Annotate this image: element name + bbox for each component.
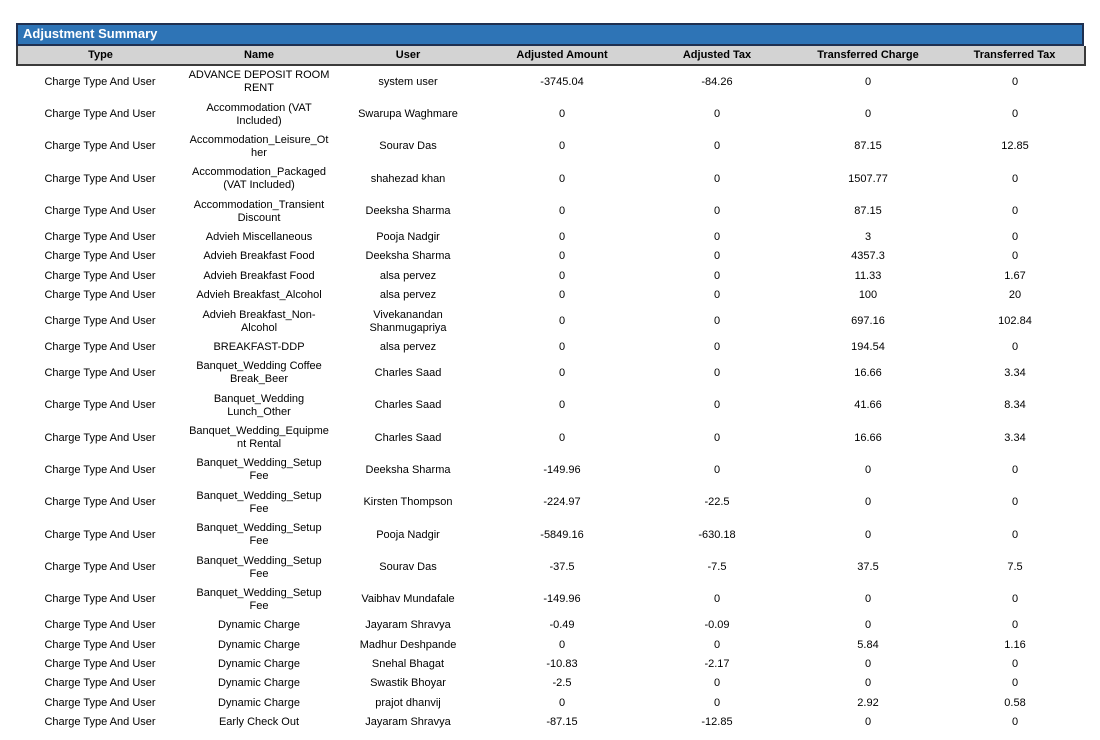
cell-adjusted-tax: 0	[713, 269, 721, 282]
cell-type: Charge Type And User	[44, 340, 156, 353]
cell-transferred-charge: 87.15	[854, 205, 882, 218]
cell-transferred-tax: 0	[1011, 250, 1019, 263]
cell-transferred-charge: 16.66	[854, 431, 882, 444]
cell-user: Charles Saad	[374, 366, 442, 379]
cell-name: Advieh Breakfast_Alcohol	[196, 289, 322, 302]
cell-adjusted-tax: -84.26	[701, 75, 733, 88]
cell-adjusted-amount: 0	[558, 399, 566, 412]
col-header-adjusted-tax: Adjusted Tax	[643, 46, 791, 65]
cell-adjusted-amount: 0	[558, 431, 566, 444]
cell-transferred-tax: 0	[1011, 677, 1019, 690]
cell-adjusted-tax: 0	[713, 463, 721, 476]
cell-transferred-tax: 1.16	[1004, 638, 1026, 651]
cell-transferred-charge: 0	[864, 658, 872, 671]
cell-name: Accommodation_Leisure_Other	[189, 133, 329, 159]
table-row	[17, 228, 1085, 247]
cell-name: Accommodation_Transient Discount	[193, 198, 325, 224]
cell-transferred-charge: 0	[864, 108, 872, 121]
cell-name: Banquet_Wedding_Setup Fee	[196, 489, 322, 515]
col-header-transferred-tax: Transferred Tax	[945, 46, 1085, 65]
cell-adjusted-amount: 0	[558, 638, 566, 651]
cell-adjusted-tax: 0	[713, 205, 721, 218]
cell-name: Banquet_Wedding Lunch_Other	[213, 392, 305, 418]
cell-adjusted-amount: -5849.16	[540, 528, 584, 541]
cell-adjusted-amount: 0	[558, 205, 566, 218]
cell-transferred-charge: 2.92	[857, 696, 879, 709]
table-body	[17, 65, 1085, 732]
cell-user: Deeksha Sharma	[365, 205, 451, 218]
cell-adjusted-tax: -12.85	[701, 716, 733, 729]
col-header-name: Name	[183, 46, 335, 65]
cell-type: Charge Type And User	[44, 231, 156, 244]
cell-adjusted-tax: 0	[713, 399, 721, 412]
cell-type: Charge Type And User	[44, 289, 156, 302]
cell-transferred-tax: 0	[1011, 75, 1019, 88]
cell-adjusted-amount: -0.49	[549, 619, 575, 632]
cell-adjusted-tax: 0	[713, 638, 721, 651]
table-row	[17, 487, 1085, 519]
cell-transferred-charge: 41.66	[854, 399, 882, 412]
cell-name: Accommodation_Packaged (VAT Included)	[192, 166, 326, 192]
cell-adjusted-tax: -22.5	[704, 496, 730, 509]
table-row	[17, 616, 1085, 635]
cell-transferred-tax: 0	[1011, 593, 1019, 606]
cell-name: Banquet_Wedding_Equipment Rental	[189, 425, 329, 451]
cell-transferred-charge: 697.16	[851, 315, 885, 328]
cell-type: Charge Type And User	[44, 528, 156, 541]
cell-transferred-charge: 0	[864, 593, 872, 606]
cell-transferred-charge: 0	[864, 619, 872, 632]
cell-user: Pooja Nadgir	[376, 231, 440, 244]
cell-transferred-charge: 4357.3	[851, 250, 885, 263]
cell-adjusted-amount: 0	[558, 108, 566, 121]
cell-adjusted-amount: 0	[558, 269, 566, 282]
cell-adjusted-amount: -224.97	[543, 496, 581, 509]
cell-transferred-charge: 194.54	[851, 340, 885, 353]
cell-adjusted-tax: 0	[713, 593, 721, 606]
cell-transferred-tax: 0	[1011, 340, 1019, 353]
cell-name: Banquet_Wedding_Setup Fee	[196, 457, 322, 483]
cell-user: alsa pervez	[379, 289, 437, 302]
col-header-transferred-charge: Transferred Charge	[791, 46, 945, 65]
cell-user: Jayaram Shravya	[365, 716, 451, 729]
cell-name: Accommodation (VAT Included)	[206, 101, 312, 127]
cell-user: Charles Saad	[374, 431, 442, 444]
cell-type: Charge Type And User	[44, 431, 156, 444]
cell-transferred-tax: 0	[1011, 108, 1019, 121]
cell-adjusted-amount: -37.5	[549, 561, 575, 574]
cell-transferred-tax: 0	[1011, 463, 1019, 476]
cell-transferred-tax: 0	[1011, 619, 1019, 632]
cell-adjusted-amount: -149.96	[543, 593, 581, 606]
cell-transferred-charge: 16.66	[854, 366, 882, 379]
cell-adjusted-tax: 0	[713, 108, 721, 121]
cell-adjusted-tax: 0	[713, 140, 721, 153]
cell-name: Banquet_Wedding_Setup Fee	[196, 586, 322, 612]
table-row	[17, 636, 1085, 655]
cell-adjusted-tax: 0	[713, 250, 721, 263]
table-row	[17, 338, 1085, 357]
cell-transferred-tax: 0	[1011, 231, 1019, 244]
cell-adjusted-tax: -7.5	[707, 561, 727, 574]
cell-adjusted-tax: 0	[713, 677, 721, 690]
cell-adjusted-tax: 0	[713, 315, 721, 328]
cell-adjusted-amount: -87.15	[546, 716, 578, 729]
table-row	[17, 357, 1085, 389]
cell-transferred-charge: 0	[864, 463, 872, 476]
cell-name: BREAKFAST-DDP	[213, 340, 305, 353]
cell-name: Dynamic Charge	[218, 658, 300, 671]
table-row	[17, 131, 1085, 163]
cell-user: alsa pervez	[379, 340, 437, 353]
cell-name: Advieh Breakfast Food	[203, 250, 315, 263]
table-row	[17, 247, 1085, 266]
cell-type: Charge Type And User	[44, 561, 156, 574]
col-header-type: Type	[17, 46, 183, 65]
cell-transferred-tax: 102.84	[998, 315, 1032, 328]
cell-adjusted-tax: 0	[713, 696, 721, 709]
cell-name: Advieh Breakfast_Non-Alcohol	[202, 308, 316, 334]
table-header-row	[17, 46, 1085, 65]
cell-adjusted-tax: -630.18	[698, 528, 736, 541]
cell-user: Vivekanandan Shanmugapriya	[369, 308, 447, 334]
cell-type: Charge Type And User	[44, 250, 156, 263]
cell-user: Sourav Das	[379, 561, 437, 574]
cell-user: Vaibhav Mundafale	[361, 593, 455, 606]
cell-adjusted-tax: -2.17	[704, 658, 730, 671]
cell-type: Charge Type And User	[44, 205, 156, 218]
cell-adjusted-amount: 0	[558, 289, 566, 302]
cell-type: Charge Type And User	[44, 140, 156, 153]
table-row	[17, 674, 1085, 693]
cell-adjusted-amount: 0	[558, 172, 566, 185]
cell-user: Snehal Bhagat	[371, 658, 445, 671]
cell-user: Charles Saad	[374, 399, 442, 412]
cell-name: ADVANCE DEPOSIT ROOM RENT	[188, 69, 330, 95]
cell-type: Charge Type And User	[44, 108, 156, 121]
col-header-adjusted-amount: Adjusted Amount	[481, 46, 643, 65]
cell-user: Sourav Das	[379, 140, 437, 153]
table-row	[17, 584, 1085, 616]
cell-user: shahezad khan	[370, 172, 446, 185]
cell-name: Advieh Miscellaneous	[205, 231, 313, 244]
adjustment-summary-report	[16, 23, 1084, 732]
cell-transferred-tax: 0	[1011, 716, 1019, 729]
cell-adjusted-tax: 0	[713, 231, 721, 244]
cell-adjusted-tax: 0	[713, 340, 721, 353]
cell-name: Dynamic Charge	[218, 619, 300, 632]
cell-adjusted-amount: -149.96	[543, 463, 581, 476]
cell-type: Charge Type And User	[44, 716, 156, 729]
cell-type: Charge Type And User	[44, 269, 156, 282]
table-row	[17, 305, 1085, 337]
cell-transferred-charge: 0	[864, 716, 872, 729]
cell-user: Swarupa Waghmare	[358, 108, 458, 121]
cell-adjusted-amount: 0	[558, 250, 566, 263]
cell-transferred-charge: 3	[864, 231, 872, 244]
cell-name: Dynamic Charge	[218, 696, 300, 709]
table-row	[17, 286, 1085, 305]
cell-transferred-tax: 3.34	[1004, 366, 1026, 379]
table-row	[17, 454, 1085, 486]
table-row	[17, 390, 1085, 422]
cell-type: Charge Type And User	[44, 315, 156, 328]
table-row	[17, 196, 1085, 228]
report-title-bar	[16, 23, 1084, 46]
cell-transferred-tax: 8.34	[1004, 399, 1026, 412]
cell-adjusted-amount: 0	[558, 231, 566, 244]
table-row	[17, 65, 1085, 98]
cell-adjusted-amount: 0	[558, 140, 566, 153]
cell-name: Dynamic Charge	[218, 638, 300, 651]
cell-type: Charge Type And User	[44, 619, 156, 632]
cell-type: Charge Type And User	[44, 172, 156, 185]
cell-transferred-charge: 0	[864, 75, 872, 88]
cell-user: system user	[378, 75, 438, 88]
cell-user: Pooja Nadgir	[376, 528, 440, 541]
cell-adjusted-tax: 0	[713, 366, 721, 379]
cell-type: Charge Type And User	[44, 696, 156, 709]
cell-adjusted-amount: -3745.04	[540, 75, 584, 88]
table-row	[17, 551, 1085, 583]
cell-name: Banquet_Wedding_Setup Fee	[196, 522, 322, 548]
cell-transferred-tax: 0	[1011, 528, 1019, 541]
table-row	[17, 98, 1085, 130]
cell-transferred-tax: 20	[1008, 289, 1022, 302]
cell-transferred-tax: 0.58	[1004, 696, 1026, 709]
cell-type: Charge Type And User	[44, 366, 156, 379]
cell-user: Deeksha Sharma	[365, 250, 451, 263]
table-row	[17, 422, 1085, 454]
cell-type: Charge Type And User	[44, 399, 156, 412]
cell-adjusted-tax: -0.09	[704, 619, 730, 632]
cell-user: Jayaram Shravya	[365, 619, 451, 632]
adjustment-summary-table	[16, 46, 1086, 732]
col-header-user: User	[335, 46, 481, 65]
cell-adjusted-tax: 0	[713, 172, 721, 185]
cell-name: Dynamic Charge	[218, 677, 300, 690]
cell-adjusted-amount: 0	[558, 340, 566, 353]
cell-name: Early Check Out	[218, 716, 300, 729]
cell-name: Advieh Breakfast Food	[203, 269, 315, 282]
cell-transferred-charge: 37.5	[857, 561, 879, 574]
cell-transferred-tax: 7.5	[1007, 561, 1023, 574]
cell-transferred-tax: 1.67	[1004, 269, 1026, 282]
table-row	[17, 694, 1085, 713]
report-title: Adjustment Summary	[23, 26, 158, 41]
cell-user: Swastik Bhoyar	[370, 677, 446, 690]
cell-transferred-charge: 0	[864, 528, 872, 541]
cell-transferred-charge: 0	[864, 496, 872, 509]
cell-adjusted-amount: -2.5	[552, 677, 572, 690]
cell-transferred-charge: 100	[858, 289, 878, 302]
cell-type: Charge Type And User	[44, 638, 156, 651]
cell-transferred-tax: 3.34	[1004, 431, 1026, 444]
cell-transferred-charge: 11.33	[854, 269, 882, 282]
cell-adjusted-tax: 0	[713, 289, 721, 302]
table-row	[17, 519, 1085, 551]
table-row	[17, 163, 1085, 195]
cell-transferred-tax: 12.85	[1001, 140, 1029, 153]
cell-name: Banquet_Wedding Coffee Break_Beer	[196, 360, 322, 386]
table-row	[17, 713, 1085, 732]
cell-name: Banquet_Wedding_Setup Fee	[196, 554, 322, 580]
table-row	[17, 267, 1085, 286]
cell-transferred-tax: 0	[1011, 172, 1019, 185]
cell-user: prajot dhanvij	[375, 696, 441, 709]
cell-transferred-charge: 1507.77	[848, 172, 888, 185]
cell-type: Charge Type And User	[44, 463, 156, 476]
cell-transferred-tax: 0	[1011, 205, 1019, 218]
cell-user: alsa pervez	[379, 269, 437, 282]
cell-user: Kirsten Thompson	[363, 496, 453, 509]
cell-type: Charge Type And User	[44, 593, 156, 606]
cell-transferred-tax: 0	[1011, 496, 1019, 509]
cell-transferred-tax: 0	[1011, 658, 1019, 671]
cell-type: Charge Type And User	[44, 75, 156, 88]
cell-transferred-charge: 5.84	[857, 638, 879, 651]
cell-user: Madhur Deshpande	[359, 638, 457, 651]
cell-transferred-charge: 0	[864, 677, 872, 690]
cell-adjusted-tax: 0	[713, 431, 721, 444]
cell-adjusted-amount: 0	[558, 696, 566, 709]
cell-adjusted-amount: -10.83	[546, 658, 578, 671]
cell-adjusted-amount: 0	[558, 366, 566, 379]
cell-type: Charge Type And User	[44, 658, 156, 671]
cell-type: Charge Type And User	[44, 677, 156, 690]
table-row	[17, 655, 1085, 674]
cell-type: Charge Type And User	[44, 496, 156, 509]
cell-adjusted-amount: 0	[558, 315, 566, 328]
cell-user: Deeksha Sharma	[365, 463, 451, 476]
cell-transferred-charge: 87.15	[854, 140, 882, 153]
